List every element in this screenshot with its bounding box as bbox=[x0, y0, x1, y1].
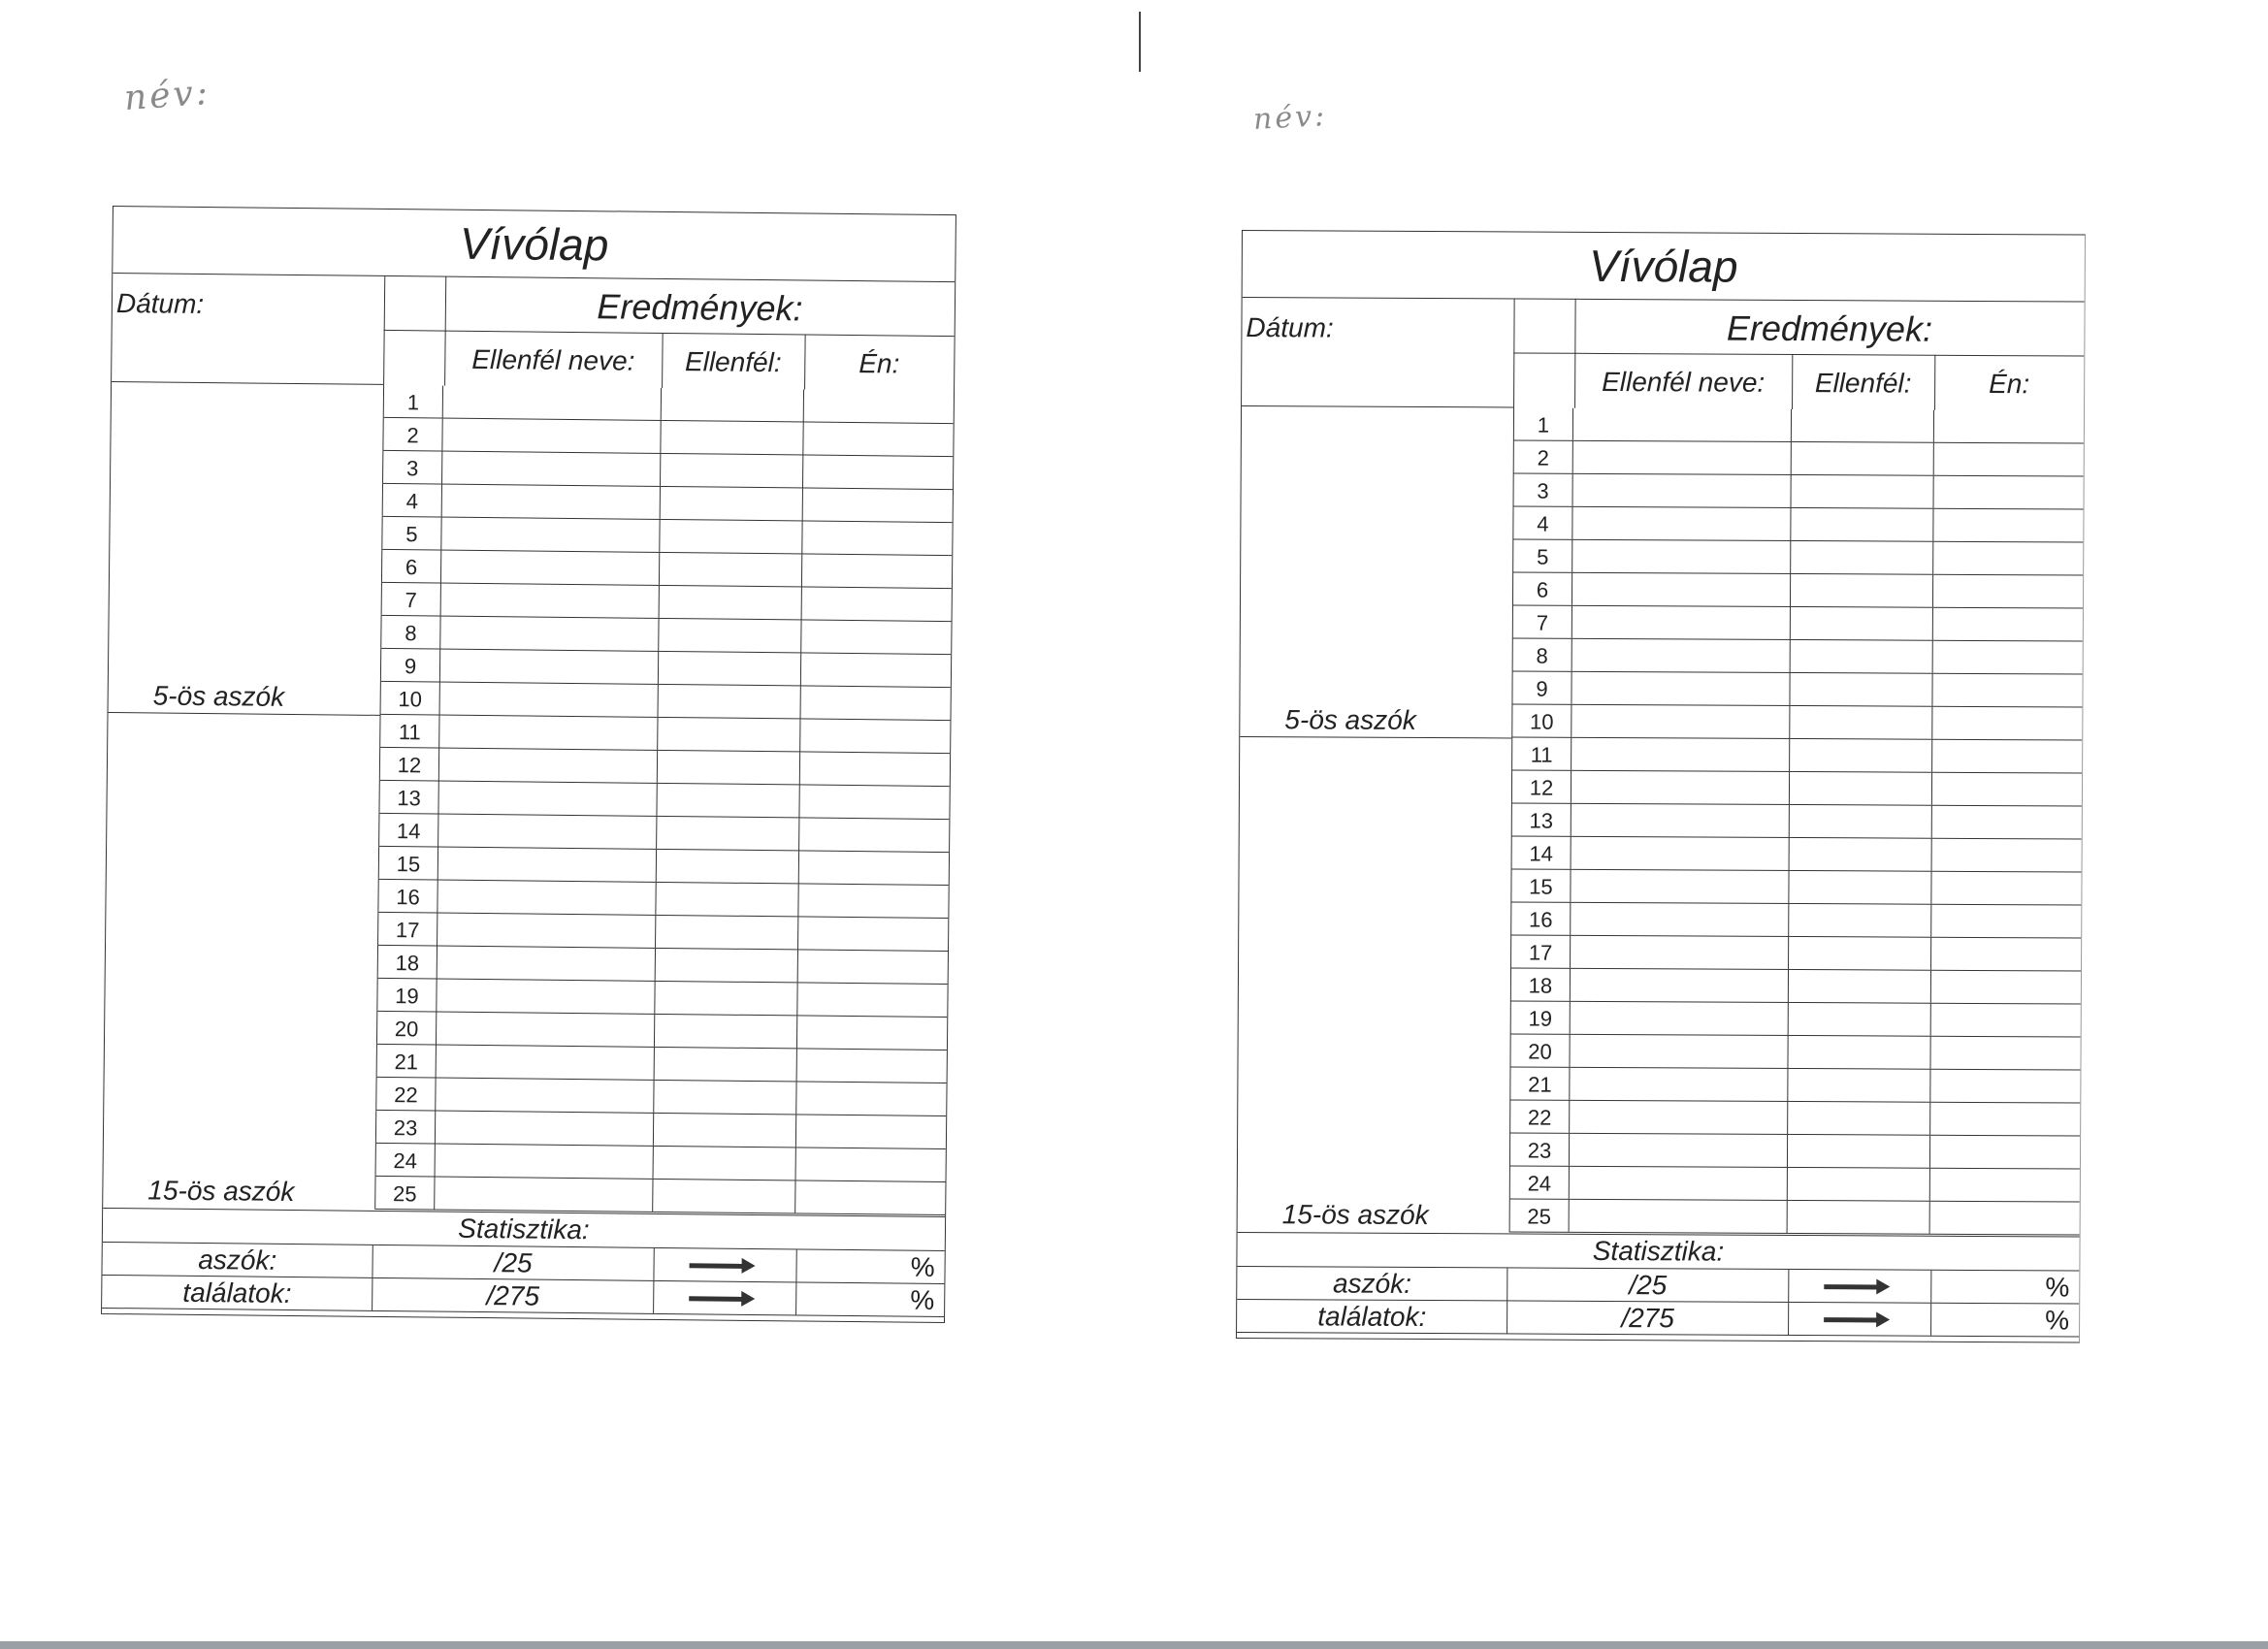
bout-row bbox=[1509, 1067, 2080, 1103]
bout-row bbox=[1509, 1034, 2080, 1070]
fencing-sheet-left bbox=[101, 206, 956, 1323]
opponent-name-cell[interactable] bbox=[1571, 837, 1790, 870]
bout-row bbox=[1513, 440, 2084, 476]
bout-number: 8 bbox=[1512, 638, 1572, 670]
opponent-name-cell[interactable] bbox=[1571, 738, 1790, 771]
bout-number: 25 bbox=[1509, 1199, 1570, 1231]
bout-number: 11 bbox=[379, 715, 439, 748]
opponent-name-cell[interactable] bbox=[1571, 1002, 1789, 1035]
arrow-icon bbox=[1789, 1270, 1932, 1303]
bout-row bbox=[1509, 1166, 2080, 1202]
bout-number: 12 bbox=[379, 748, 439, 781]
opponent-score-cell[interactable] bbox=[658, 751, 800, 785]
my-score-cell[interactable] bbox=[798, 950, 948, 984]
arrow-icon bbox=[654, 1248, 797, 1282]
my-score-cell[interactable] bbox=[796, 1115, 946, 1148]
opponent-name-cell[interactable] bbox=[436, 1079, 654, 1113]
opponent-score-cell[interactable] bbox=[656, 883, 798, 917]
bout-row bbox=[1511, 704, 2082, 740]
header-number-box bbox=[383, 330, 446, 386]
my-score-cell[interactable] bbox=[1930, 1136, 2080, 1169]
stats-label: találatok: bbox=[102, 1276, 373, 1310]
section-label-5: 5-ös aszók bbox=[152, 680, 285, 712]
opponent-name-cell[interactable] bbox=[1571, 804, 1790, 837]
arrow-icon bbox=[654, 1281, 797, 1315]
opponent-score-cell[interactable] bbox=[1789, 904, 1931, 937]
sheet-title: Vívólap bbox=[1243, 231, 2085, 303]
column-my-score: Én: bbox=[859, 348, 900, 379]
header-divider bbox=[112, 381, 383, 385]
opponent-name-cell[interactable] bbox=[440, 683, 659, 717]
my-score-cell[interactable] bbox=[797, 983, 947, 1017]
my-score-cell[interactable] bbox=[1930, 1169, 2080, 1202]
opponent-score-cell[interactable] bbox=[660, 520, 802, 554]
bout-number: 6 bbox=[381, 550, 441, 583]
stats-label: aszók: bbox=[1237, 1267, 1508, 1300]
my-score-cell[interactable] bbox=[802, 554, 952, 588]
opponent-name-cell[interactable] bbox=[1572, 606, 1791, 639]
bout-number: 24 bbox=[1509, 1166, 1570, 1198]
opponent-name-cell[interactable] bbox=[1570, 1101, 1788, 1134]
my-score-cell[interactable] bbox=[1933, 641, 2083, 674]
my-score-cell[interactable] bbox=[804, 389, 954, 423]
my-score-cell[interactable] bbox=[803, 488, 953, 522]
column-opponent-name: Ellenfél neve: bbox=[1574, 353, 1793, 409]
opponent-score-cell[interactable] bbox=[1790, 706, 1932, 739]
bout-number: 25 bbox=[374, 1177, 435, 1210]
opponent-score-cell[interactable] bbox=[658, 718, 800, 752]
opponent-score-cell[interactable] bbox=[653, 1180, 795, 1213]
section-label-5: 5-ös aszók bbox=[1284, 704, 1416, 735]
my-score-cell[interactable] bbox=[797, 1049, 947, 1083]
bout-row bbox=[1510, 902, 2081, 938]
stats-percent-field[interactable]: % bbox=[910, 1251, 935, 1282]
bout-row bbox=[1512, 638, 2083, 674]
my-score-cell[interactable] bbox=[1934, 443, 2084, 476]
stats-percent-field[interactable]: % bbox=[2045, 1305, 2070, 1336]
opponent-score-cell[interactable] bbox=[1788, 1135, 1930, 1168]
opponent-name-cell[interactable] bbox=[442, 485, 661, 519]
opponent-score-cell[interactable] bbox=[657, 817, 799, 851]
bout-number: 22 bbox=[375, 1078, 436, 1111]
opponent-score-cell[interactable] bbox=[1791, 508, 1933, 541]
my-score-cell[interactable] bbox=[798, 884, 948, 918]
fencing-sheet-right bbox=[1236, 230, 2086, 1343]
statistics-block bbox=[1237, 1232, 2080, 1338]
bout-number: 20 bbox=[1509, 1034, 1570, 1066]
statistics-title: Statisztika: bbox=[1237, 1232, 2079, 1272]
my-score-cell[interactable] bbox=[1932, 839, 2082, 872]
bout-row bbox=[1509, 1133, 2080, 1169]
section-label-15: 15-ös aszók bbox=[147, 1175, 295, 1208]
opponent-score-cell[interactable] bbox=[662, 388, 804, 422]
opponent-score-cell[interactable] bbox=[1788, 1168, 1930, 1201]
opponent-name-cell[interactable] bbox=[443, 386, 662, 420]
my-score-cell[interactable] bbox=[1931, 938, 2081, 971]
bout-number: 4 bbox=[382, 484, 442, 517]
opponent-name-cell[interactable] bbox=[436, 1145, 654, 1179]
bout-row bbox=[1511, 836, 2082, 872]
bout-row bbox=[1512, 539, 2083, 575]
sheet-title: Vívólap bbox=[113, 207, 956, 282]
opponent-score-cell[interactable] bbox=[657, 850, 799, 884]
my-score-cell[interactable] bbox=[801, 653, 951, 687]
my-score-cell[interactable] bbox=[1930, 1103, 2080, 1136]
section-label-15: 15-ös aszók bbox=[1281, 1199, 1429, 1231]
results-heading: Eredmények: bbox=[1574, 299, 2084, 357]
opponent-score-cell[interactable] bbox=[656, 916, 798, 950]
column-opponent-score: Ellenfél: bbox=[1792, 354, 1935, 410]
my-score-cell[interactable] bbox=[799, 818, 949, 852]
my-score-cell[interactable] bbox=[1931, 905, 2081, 938]
opponent-score-cell[interactable] bbox=[659, 652, 801, 686]
bout-number: 15 bbox=[378, 847, 438, 880]
opponent-score-cell[interactable] bbox=[657, 784, 799, 818]
bout-number: 21 bbox=[1509, 1067, 1570, 1099]
header-number-box bbox=[1513, 352, 1575, 407]
bout-number: 1 bbox=[383, 385, 443, 418]
opponent-name-cell[interactable] bbox=[437, 881, 656, 915]
opponent-name-cell[interactable] bbox=[1571, 771, 1790, 804]
bout-row bbox=[1510, 1001, 2081, 1037]
opponent-name-cell[interactable] bbox=[1571, 672, 1790, 705]
my-score-cell[interactable] bbox=[1933, 575, 2083, 608]
bout-number: 10 bbox=[1511, 704, 1571, 736]
stats-value-field[interactable]: /275 bbox=[373, 1278, 654, 1313]
opponent-score-cell[interactable] bbox=[1788, 1069, 1930, 1102]
column-opponent-score: Ellenfél: bbox=[662, 333, 806, 390]
my-score-cell[interactable] bbox=[1932, 740, 2082, 773]
bout-number: 20 bbox=[376, 1012, 437, 1045]
bout-number: 16 bbox=[1510, 902, 1571, 934]
my-score-cell[interactable] bbox=[1930, 1202, 2080, 1235]
bout-number: 5 bbox=[1512, 539, 1572, 571]
opponent-name-cell[interactable] bbox=[437, 914, 656, 948]
header-number-box bbox=[384, 275, 447, 332]
my-score-cell[interactable] bbox=[1930, 1070, 2080, 1103]
my-score-cell[interactable] bbox=[1932, 806, 2082, 839]
opponent-name-cell[interactable] bbox=[1570, 1068, 1788, 1101]
bout-row bbox=[1512, 506, 2083, 542]
opponent-name-cell[interactable] bbox=[437, 1013, 655, 1047]
bout-number: 12 bbox=[1511, 770, 1571, 802]
opponent-name-cell[interactable] bbox=[441, 584, 660, 618]
bout-number: 15 bbox=[1510, 869, 1571, 901]
opponent-name-cell[interactable] bbox=[442, 452, 661, 486]
opponent-name-cell[interactable] bbox=[436, 1112, 654, 1146]
stats-percent-field[interactable]: % bbox=[910, 1284, 935, 1315]
bout-number: 9 bbox=[1511, 671, 1571, 703]
opponent-score-cell[interactable] bbox=[654, 1147, 796, 1180]
opponent-score-cell[interactable] bbox=[1790, 805, 1932, 838]
bout-number: 18 bbox=[1510, 968, 1571, 1000]
my-score-cell[interactable] bbox=[1934, 410, 2084, 443]
opponent-name-cell[interactable] bbox=[1572, 639, 1791, 672]
bout-row bbox=[1513, 473, 2084, 509]
bout-number: 19 bbox=[1510, 1001, 1571, 1033]
my-score-cell[interactable] bbox=[1930, 1037, 2080, 1070]
opponent-name-cell[interactable] bbox=[435, 1178, 653, 1212]
my-score-cell[interactable] bbox=[1933, 509, 2083, 542]
my-score-cell[interactable] bbox=[797, 1016, 947, 1050]
opponent-score-cell[interactable] bbox=[655, 982, 797, 1016]
stats-value-field[interactable]: /25 bbox=[373, 1245, 655, 1280]
my-score-cell[interactable] bbox=[1931, 872, 2081, 905]
bout-number: 11 bbox=[1511, 737, 1571, 769]
bout-number: 23 bbox=[1509, 1133, 1570, 1165]
opponent-name-cell[interactable] bbox=[1573, 474, 1792, 507]
opponent-name-cell[interactable] bbox=[437, 947, 656, 981]
stats-value-field[interactable]: /25 bbox=[1508, 1268, 1789, 1302]
bout-number: 2 bbox=[382, 418, 442, 451]
bout-number: 9 bbox=[380, 649, 440, 682]
opponent-name-cell[interactable] bbox=[440, 617, 659, 651]
opponent-score-cell[interactable] bbox=[661, 487, 803, 521]
my-score-cell[interactable] bbox=[802, 521, 952, 555]
my-score-cell[interactable] bbox=[798, 917, 948, 951]
my-score-cell[interactable] bbox=[803, 422, 953, 456]
bout-number: 13 bbox=[1511, 803, 1571, 835]
date-label: Dátum: bbox=[115, 288, 205, 319]
bout-row bbox=[1511, 770, 2082, 806]
bout-row bbox=[1509, 1100, 2080, 1136]
bout-row bbox=[1513, 407, 2084, 443]
column-opponent-name: Ellenfél neve: bbox=[444, 331, 664, 388]
bout-number: 7 bbox=[1512, 605, 1572, 637]
opponent-score-cell[interactable] bbox=[1789, 1003, 1931, 1036]
opponent-score-cell[interactable] bbox=[659, 685, 801, 719]
bout-number: 17 bbox=[1510, 935, 1571, 967]
opponent-score-cell[interactable] bbox=[1789, 937, 1931, 970]
section-divider bbox=[1240, 736, 1511, 738]
bout-number: 22 bbox=[1509, 1100, 1570, 1132]
opponent-name-cell[interactable] bbox=[439, 716, 658, 750]
opponent-name-cell[interactable] bbox=[1570, 1134, 1788, 1167]
bout-number: 1 bbox=[1513, 407, 1573, 439]
my-score-cell[interactable] bbox=[799, 785, 949, 819]
opponent-score-cell[interactable] bbox=[1790, 673, 1932, 706]
opponent-name-cell[interactable] bbox=[1570, 1167, 1788, 1200]
opponent-score-cell[interactable] bbox=[654, 1081, 796, 1115]
opponent-score-cell[interactable] bbox=[1791, 541, 1933, 574]
opponent-score-cell[interactable] bbox=[1792, 409, 1934, 442]
my-score-cell[interactable] bbox=[801, 620, 951, 654]
my-score-cell[interactable] bbox=[1932, 773, 2082, 806]
my-score-cell[interactable] bbox=[796, 1148, 946, 1181]
bout-number: 16 bbox=[377, 880, 437, 913]
opponent-name-cell[interactable] bbox=[1571, 870, 1789, 903]
bout-number: 23 bbox=[375, 1111, 436, 1144]
statistics-title: Statisztika: bbox=[103, 1208, 945, 1251]
results-heading: Eredmények: bbox=[445, 276, 956, 337]
opponent-name-cell[interactable] bbox=[1572, 507, 1791, 540]
page-fold-mark bbox=[1139, 12, 1141, 72]
bout-row bbox=[1510, 869, 2081, 905]
opponent-score-cell[interactable] bbox=[660, 553, 802, 587]
opponent-score-cell[interactable] bbox=[1788, 1102, 1930, 1135]
opponent-name-cell[interactable] bbox=[1571, 705, 1790, 738]
bout-row bbox=[1510, 935, 2081, 971]
bout-row bbox=[1512, 572, 2083, 608]
opponent-score-cell[interactable] bbox=[1791, 574, 1933, 607]
opponent-name-cell[interactable] bbox=[437, 1046, 655, 1080]
opponent-name-cell[interactable] bbox=[1571, 903, 1789, 936]
opponent-name-cell[interactable] bbox=[1573, 441, 1792, 474]
bout-row bbox=[1511, 737, 2082, 773]
opponent-name-cell[interactable] bbox=[439, 749, 658, 783]
bout-number: 21 bbox=[376, 1045, 437, 1078]
bout-number: 3 bbox=[1513, 473, 1573, 505]
opponent-score-cell[interactable] bbox=[660, 586, 802, 620]
stats-label: találatok: bbox=[1237, 1300, 1508, 1333]
opponent-name-cell[interactable] bbox=[1571, 936, 1789, 969]
bout-number: 19 bbox=[376, 979, 437, 1012]
handwritten-name-right: név: bbox=[1252, 99, 1329, 137]
my-score-cell[interactable] bbox=[802, 587, 952, 621]
bout-number: 4 bbox=[1512, 506, 1572, 538]
stats-row-hits bbox=[1237, 1300, 2079, 1338]
opponent-score-cell[interactable] bbox=[1789, 970, 1931, 1003]
opponent-score-cell[interactable] bbox=[656, 949, 798, 983]
my-score-cell[interactable] bbox=[799, 851, 949, 885]
bout-number: 18 bbox=[377, 946, 437, 979]
bout-number: 13 bbox=[378, 781, 438, 814]
stats-percent-field[interactable]: % bbox=[2045, 1272, 2070, 1303]
bout-row bbox=[1512, 605, 2083, 641]
my-score-cell[interactable] bbox=[800, 719, 950, 753]
my-score-cell[interactable] bbox=[1931, 971, 2081, 1004]
my-score-cell[interactable] bbox=[1932, 707, 2082, 740]
opponent-score-cell[interactable] bbox=[659, 619, 801, 653]
opponent-score-cell[interactable] bbox=[655, 1015, 797, 1049]
my-score-cell[interactable] bbox=[1934, 476, 2084, 509]
opponent-score-cell[interactable] bbox=[1789, 871, 1931, 904]
arrow-icon bbox=[1789, 1303, 1932, 1336]
opponent-score-cell[interactable] bbox=[661, 421, 803, 455]
opponent-score-cell[interactable] bbox=[654, 1114, 796, 1148]
bout-number: 10 bbox=[380, 682, 440, 715]
bout-row bbox=[1509, 1199, 2080, 1235]
bout-number: 5 bbox=[381, 517, 441, 550]
bout-row bbox=[374, 1177, 945, 1215]
opponent-name-cell[interactable] bbox=[440, 650, 659, 684]
my-score-cell[interactable] bbox=[1933, 542, 2083, 575]
section-divider bbox=[109, 712, 380, 716]
bout-row bbox=[1511, 671, 2082, 707]
bout-number: 14 bbox=[378, 814, 438, 847]
my-score-cell[interactable] bbox=[796, 1082, 946, 1116]
bout-number: 3 bbox=[382, 451, 442, 484]
handwritten-name-left: név: bbox=[122, 72, 212, 119]
bout-number: 6 bbox=[1512, 572, 1572, 604]
opponent-name-cell[interactable] bbox=[438, 782, 657, 816]
my-score-cell[interactable] bbox=[801, 686, 951, 720]
header-divider bbox=[1242, 405, 1513, 407]
my-score-cell[interactable] bbox=[1932, 674, 2082, 707]
scanner-edge bbox=[0, 1641, 2268, 1649]
opponent-name-cell[interactable] bbox=[442, 419, 661, 453]
bout-number: 2 bbox=[1513, 440, 1573, 472]
opponent-name-cell[interactable] bbox=[438, 848, 657, 882]
bout-number: 24 bbox=[375, 1144, 436, 1177]
opponent-score-cell[interactable] bbox=[1792, 442, 1934, 475]
opponent-name-cell[interactable] bbox=[438, 815, 657, 849]
opponent-name-cell[interactable] bbox=[1572, 573, 1791, 606]
header-number-box bbox=[1513, 298, 1575, 353]
date-label: Dátum: bbox=[1246, 312, 1334, 343]
statistics-block bbox=[102, 1208, 945, 1317]
opponent-name-cell[interactable] bbox=[1571, 969, 1789, 1002]
column-my-score: Én: bbox=[1989, 369, 2030, 400]
bout-number: 7 bbox=[381, 583, 441, 616]
stats-row-touches bbox=[1237, 1267, 2079, 1305]
bout-row bbox=[1511, 803, 2082, 839]
my-score-cell[interactable] bbox=[1933, 608, 2083, 641]
my-score-cell[interactable] bbox=[803, 455, 953, 489]
opponent-score-cell[interactable] bbox=[1790, 772, 1932, 805]
opponent-score-cell[interactable] bbox=[655, 1048, 797, 1082]
stats-value-field[interactable]: /275 bbox=[1507, 1301, 1788, 1335]
bout-number: 8 bbox=[380, 616, 440, 649]
opponent-score-cell[interactable] bbox=[1790, 838, 1932, 871]
bout-grid bbox=[1509, 407, 2084, 1235]
my-score-cell[interactable] bbox=[1931, 1004, 2081, 1037]
opponent-score-cell[interactable] bbox=[1792, 475, 1934, 508]
opponent-score-cell[interactable] bbox=[1788, 1201, 1930, 1234]
bout-row bbox=[1510, 968, 2081, 1004]
bout-number: 14 bbox=[1511, 836, 1571, 868]
stats-label: aszók: bbox=[102, 1243, 373, 1277]
opponent-score-cell[interactable] bbox=[1791, 640, 1933, 673]
opponent-name-cell[interactable] bbox=[1570, 1200, 1788, 1233]
opponent-name-cell[interactable] bbox=[437, 980, 655, 1014]
my-score-cell[interactable] bbox=[795, 1180, 945, 1214]
bout-number: 17 bbox=[377, 913, 437, 946]
opponent-score-cell[interactable] bbox=[1791, 607, 1933, 640]
bout-grid bbox=[374, 385, 954, 1215]
opponent-name-cell[interactable] bbox=[1570, 1035, 1788, 1068]
opponent-name-cell[interactable] bbox=[1573, 408, 1792, 441]
opponent-name-cell[interactable] bbox=[1572, 540, 1791, 573]
opponent-name-cell[interactable] bbox=[441, 551, 660, 585]
opponent-score-cell[interactable] bbox=[1790, 739, 1932, 772]
opponent-score-cell[interactable] bbox=[1788, 1036, 1930, 1069]
opponent-score-cell[interactable] bbox=[661, 454, 803, 488]
my-score-cell[interactable] bbox=[800, 752, 950, 786]
opponent-name-cell[interactable] bbox=[441, 518, 660, 552]
